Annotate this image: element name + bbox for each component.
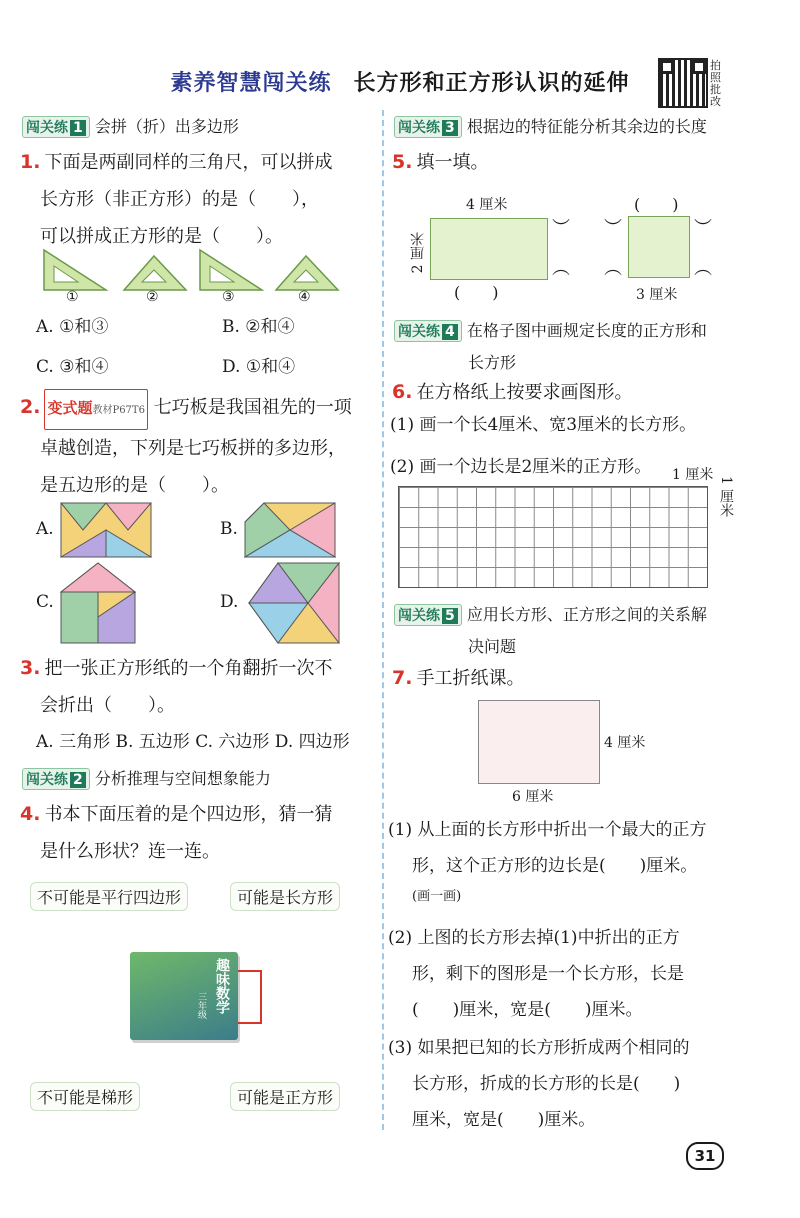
q5-square-bottom-label: 3 厘米 [636, 287, 678, 303]
q5-square-left-bracket-top: ︶ [604, 218, 622, 239]
title-part1: 素养智慧闯关练 [170, 71, 332, 96]
match-box-rectangle[interactable]: 可能是长方形 [230, 882, 340, 911]
q2-label-b[interactable]: B. [220, 519, 238, 539]
q5-rectangle [430, 218, 548, 280]
question-3: 3. 把一张正方形纸的一个角翻折一次不 会折出（ ）。 [20, 657, 333, 716]
grid-unit-vertical: 1 厘米 [718, 476, 734, 518]
q5-rect-top-label: 4 厘米 [466, 197, 508, 213]
set-square-3 [200, 250, 262, 290]
q1-option-b[interactable]: B. ②和④ [222, 317, 295, 337]
q5-square-left-bracket-bottom: ︵ [604, 258, 622, 279]
grid-paper[interactable] [398, 486, 708, 588]
section-1-header [22, 114, 239, 138]
column-divider [382, 110, 384, 1130]
q7-part-1: (1) 从上面的长方形中折出一个最大的正方 形，这个正方形的边长是( )厘米。 (画一画) [388, 820, 707, 904]
q5-square-top-blank[interactable]: ( ) [634, 195, 679, 214]
q5-rect-bottom-blank[interactable]: ( ) [454, 283, 499, 302]
q5-rect-left-label: 2 厘米 [410, 232, 426, 274]
section-tag: 闯关练 3 [394, 116, 462, 138]
match-box-not-trapezoid[interactable]: 不可能是梯形 [30, 1082, 140, 1111]
qr-code-icon[interactable] [660, 60, 706, 106]
q7-bottom-label: 6 厘米 [512, 789, 554, 805]
tangram-c [60, 562, 136, 644]
question-4: 4. 书本下面压着的是个四边形，猜一猜 是什么形状？连一连。 [20, 803, 333, 862]
question-7: 7. 手工折纸课。 [392, 667, 525, 689]
q5-square-right-bracket-top: ︶ [694, 218, 712, 239]
set-squares-figure [40, 246, 360, 306]
q3-options[interactable]: A. 三角形 B. 五边形 C. 六边形 D. 四边形 [36, 732, 350, 752]
variant-badge: 变式题教材P67T6 [44, 389, 148, 430]
q5-square-right-bracket-bottom: ︵ [694, 258, 712, 279]
title-part2: 长方形和正方形认识的延伸 [353, 71, 630, 96]
set-square-4 [276, 256, 338, 290]
set-square-2 [124, 256, 186, 290]
q5-rect-right-bracket-top: ︶ [552, 218, 570, 239]
tangram-a [60, 502, 152, 558]
match-box-square[interactable]: 可能是正方形 [230, 1082, 340, 1111]
set-square-1 [44, 250, 106, 290]
fig-label-3: ③ [222, 289, 235, 305]
section-4-header: 闯关练 4 在格子图中画规定长度的正方形和 长方形 [394, 318, 734, 373]
match-box-not-parallelogram[interactable]: 不可能是平行四边形 [30, 882, 188, 911]
fig-label-2: ② [146, 289, 159, 305]
q7-paper-rectangle [478, 700, 600, 784]
section-tag: 闯关练 2 [22, 768, 90, 790]
q1-option-a[interactable]: A. ①和③ [36, 317, 109, 337]
question-5: 5. 填一填。 [392, 151, 489, 173]
page-number: 31 [686, 1142, 724, 1170]
fig-label-1: ① [66, 289, 79, 305]
q7-side-label: 4 厘米 [604, 735, 646, 751]
q5-square [628, 216, 690, 278]
q2-label-d[interactable]: D. [220, 592, 239, 612]
tangram-d [248, 562, 340, 644]
q5-rect-right-bracket-bottom: ︵ [552, 258, 570, 279]
question-1: 1. 下面是两副同样的三角尺，可以拼成 长方形（非正方形）的是（ ）， 可以拼成正方形的是（ ）。 [20, 151, 333, 247]
section-tag: 闯关练 4 [394, 320, 462, 342]
section-title: 会拼（折）出多边形 [94, 117, 239, 136]
book-title: 趣味数学 [214, 958, 230, 1014]
q6-sub2: (2) 画一个边长是2厘米的正方形。 [390, 457, 652, 477]
section-tag: 闯关练 5 [394, 604, 462, 626]
section-tag: 闯关练 1 [22, 116, 90, 138]
hidden-quadrilateral-edge [238, 970, 262, 1024]
section-3-header: 闯关练 3 根据边的特征能分析其余边的长度 [394, 114, 707, 138]
q2-label-a[interactable]: A. [36, 519, 54, 539]
q6-sub1: (1) 画一个长4厘米、宽3厘米的长方形。 [390, 415, 697, 435]
book-grade: 三年级 [196, 992, 206, 1019]
q1-option-c[interactable]: C. ③和④ [36, 357, 109, 377]
q1-option-d[interactable]: D. ①和④ [222, 357, 296, 377]
tangram-b [244, 502, 336, 558]
question-2: 2. 变式题教材P67T6 七巧板是我国祖先的一项 卓越创造，下列是七巧板拼的多边形， 是五边形的是（ ）。 [20, 389, 365, 504]
q7-part-3: (3) 如果把已知的长方形折成两个相同的 长方形，折成的长方形的长是( ) 厘米，宽是( )厘米。 [388, 1038, 690, 1130]
fig-label-4: ④ [298, 289, 311, 305]
grid-unit-horizontal: 1 厘米 [672, 467, 714, 483]
section-2-header: 闯关练 2 分析推理与空间想象能力 [22, 766, 271, 790]
book-cover [130, 952, 238, 1040]
section-5-header: 闯关练 5 应用长方形、正方形之间的关系解 决问题 [394, 602, 734, 657]
qr-caption: 拍照批改 [710, 59, 721, 108]
q2-label-c[interactable]: C. [36, 592, 54, 612]
q7-part-2: (2) 上图的长方形去掉(1)中折出的正方 形，剩下的图形是一个长方形，长是 ( )厘米，宽是( )厘米。 [388, 928, 684, 1020]
question-6: 6. 在方格纸上按要求画图形。 [392, 381, 633, 403]
